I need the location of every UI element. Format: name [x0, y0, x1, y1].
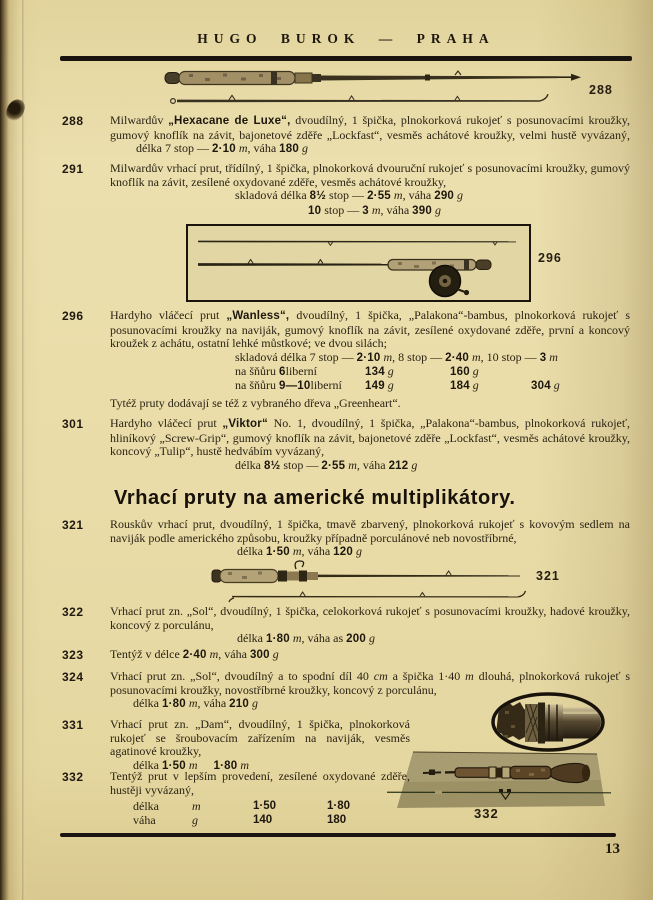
item-spec-line: délka 1·80 m, váha as 200 g	[237, 631, 375, 646]
size-table-row	[110, 814, 410, 828]
catalog-item-323	[60, 648, 632, 663]
spec-cell: na šňůru 6liberní	[235, 364, 317, 379]
item-number: 301	[62, 417, 84, 431]
item-spec-line: délka 1·50 m 1·80 m	[133, 757, 249, 772]
spec-cell: na šňůru 9—10liberní	[235, 377, 342, 392]
item-spec-line: délka 8½ stop — 2·55 m, váha 212 g	[235, 457, 418, 472]
weight-table-row	[110, 365, 630, 379]
item-number: 323	[62, 648, 84, 662]
item-number: 296	[62, 309, 84, 323]
item-paragraph: Milwardův vrhací prut, třídílný, 1 špička, plnokorková dvouruční rukojeť s posunovacími kroužky, gumový knoflík na závit, zesílené oxydované zděře, vesměs achátové kroužky,	[110, 161, 630, 189]
spec-cell: 140	[253, 813, 273, 826]
item-number: 332	[62, 770, 84, 784]
item-paragraph: Rouskův vrhací prut, dvoudílný, 1 špička, tmavě zbarvený, plnokorková rukojeť s kovovým sedlem na naviják podle amerického způsobu, kroužky případně porculánové neb novostříbrné,	[110, 517, 630, 545]
rod-illustration-288	[125, 64, 625, 116]
catalog-item-296	[60, 309, 632, 410]
rod-reel-illustration-296	[188, 226, 528, 299]
item-paragraph: Hardyho vláčecí prut „Viktor“ No. 1, dvoudílný, 1 špička, „Palakona“-bambus, plnokorková rukojeť, hliníkový „Screw-Grip“, gumový knoflík na závit, bajonetové zděře „Lockfast“, vesměs achátové kroužky, koncový „Tulip“, hustě hedvábím vyvázaný,	[110, 416, 630, 459]
figure-label-288: 288	[589, 83, 613, 97]
size-table-row	[110, 800, 410, 814]
catalog-item-288	[60, 114, 632, 157]
header-rule	[60, 56, 632, 61]
catalog-item-291	[60, 162, 632, 218]
item-description: Tentýž v délce 2·40 m, váha 300 g	[110, 647, 279, 661]
item-number: 291	[62, 162, 84, 176]
catalog-item-332	[60, 770, 632, 827]
catalog-item-301	[60, 417, 632, 473]
spec-cell: váha	[133, 812, 156, 827]
item-description	[110, 309, 630, 410]
item-spec-line: skladová délka 8½ stop — 2·55 m, váha 290 g	[235, 188, 464, 203]
page-header-title: HUGO BUROK — PRAHA	[197, 31, 495, 46]
catalog-item-322	[60, 605, 632, 647]
spec-cell: g	[192, 812, 198, 827]
item-description	[110, 518, 630, 560]
spec-cell: 160 g	[450, 364, 479, 379]
item-description	[110, 605, 630, 647]
page-number: 13	[605, 841, 620, 857]
item-spec-line: skladová délka 7 stop — 2·10 m, 8 stop — 2·40 m, 10 stop — 3 m	[235, 349, 558, 364]
item-number: 321	[62, 518, 84, 532]
item-description	[110, 417, 630, 473]
item-number: 288	[62, 114, 84, 128]
item-spec-line: délka 1·50 m, váha 120 g	[237, 544, 362, 559]
spec-cell: 134 g	[365, 364, 394, 379]
rod-illustration-321	[200, 560, 540, 606]
item-number: 324	[62, 670, 84, 684]
spec-cell: 1·80	[327, 800, 351, 813]
item-number: 331	[62, 718, 84, 732]
spec-cell: m	[192, 799, 201, 814]
paper-crease	[22, 0, 25, 900]
item-spec-line: 10 stop — 3 m, váha 390 g	[308, 202, 441, 217]
catalog-item-321	[60, 518, 632, 560]
item-paragraph: Vrhací prut zn. „Sol“, dvoudílný a to spodní díl 40 cm a špička 1·40 m dlouhá, plnokorková rukojeť s posunovacími kroužky, novostříbrné kroužky, koncový z porculánu,	[110, 669, 631, 697]
spec-cell: 180	[327, 813, 347, 826]
spec-cell: 149 g	[365, 377, 394, 392]
spec-cell: délka	[133, 799, 159, 814]
item-note: Tytéž pruty dodávají se též z vybraného dřeva „Greenheart“.	[110, 395, 401, 410]
item-paragraph: Vrhací prut zn. „Sol“, dvoudílný, 1 špička, celokorková rukojeť s posunovacími kroužky, hadové kroužky, koncový z porculánu,	[110, 604, 630, 632]
item-description	[110, 718, 410, 773]
figure-label-296: 296	[538, 251, 562, 265]
figure-label-332: 332	[474, 806, 499, 821]
figure-frame-296	[186, 224, 531, 302]
item-number: 322	[62, 605, 84, 619]
footer-rule	[60, 833, 616, 837]
item-paragraph: Vrhací prut zn. „Dam“, dvoudílný, 1 špička, plnokorková rukojeť se šroubovacím zařízením na naviják, vesměs agatinové kroužky,	[110, 717, 410, 759]
item-spec-line: délka 1·80 m, váha 210 g	[133, 696, 258, 711]
item-description	[110, 770, 410, 827]
section-heading: Vrhací pruty na americké multiplikátory.	[114, 487, 516, 509]
spec-cell: 1·50	[253, 800, 277, 813]
spec-cell: 304 g	[531, 377, 560, 392]
item-paragraph: Hardyho vláčecí prut „Wanless“, dvoudílný, 1 špička, „Palakona“-bambus, plnokorková rukojeť s posunovacími kroužky na naviják, gumový knoflík na závit, zesílené oxydované zděře, první a koncový kroužek z achátu, ostatní lehké můstkové; ve dvou silách;	[110, 308, 630, 351]
item-description	[110, 162, 630, 218]
figure-label-321: 321	[536, 569, 560, 583]
weight-table-row	[110, 379, 630, 393]
item-description: Milwardův „Hexacane de Luxe“, dvoudílný, 1 špička, plnokorková rukojeť s posunovacími kroužky, gumový knoflík na závit, bajonetové zděře „Lockfast“, vesměs achátové kroužky, velmi hustě vyvázaný,délka 7 stop — 2·10 m, váha 180 g	[110, 113, 630, 156]
spec-cell: 184 g	[450, 377, 479, 392]
item-paragraph: Tentýž prut v lepším provedení, zesílené oxydované zděře, hustěji vyvázaný,	[110, 769, 410, 797]
